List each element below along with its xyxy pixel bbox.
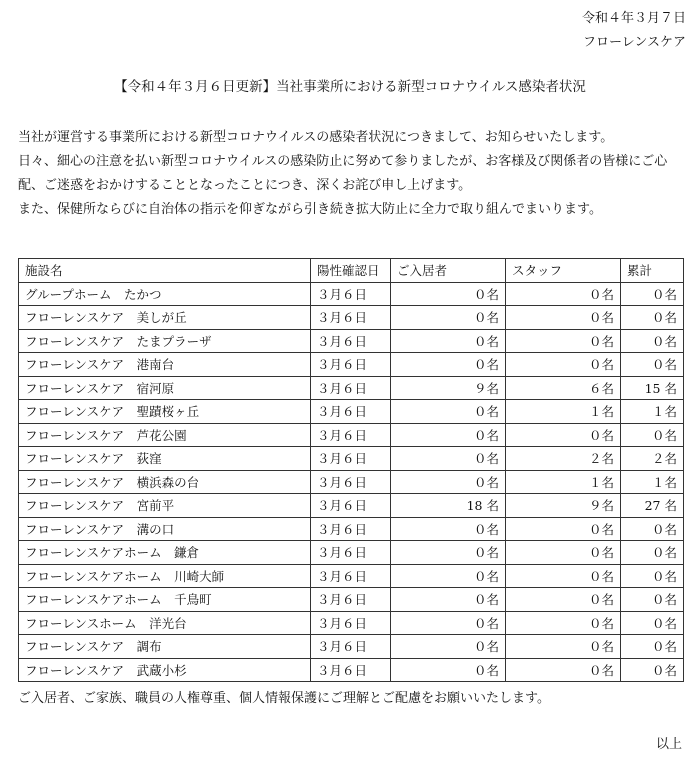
closing-mark: 以上: [655, 737, 682, 752]
residents-count-cell: ０名: [391, 517, 506, 541]
facility-name-cell: フローレンスケア 宮前平: [19, 494, 311, 518]
total-count-cell: ０名: [621, 517, 684, 541]
table-row: [19, 353, 684, 377]
header-staff: スタッフ: [506, 259, 621, 283]
facility-name-cell: フローレンスケア たまプラーザ: [19, 329, 311, 353]
positive-date-cell: ３月６日: [311, 470, 391, 494]
table-row: [19, 517, 684, 541]
staff-count-cell: １名: [506, 400, 621, 424]
intro-line: また、保健所ならびに自治体の指示を仰ぎながら引き続き拡大防止に全力で取り組んでまいります。: [18, 202, 602, 217]
residents-count-cell: ０名: [391, 306, 506, 330]
staff-count-cell: ０名: [506, 423, 621, 447]
table-row: [19, 282, 684, 306]
facility-name-cell: フローレンスケア 芦花公園: [19, 423, 311, 447]
header-residents: ご入居者: [391, 259, 506, 283]
facility-name-cell: フローレンスケア 港南台: [19, 353, 311, 377]
total-count-cell: ０名: [621, 564, 684, 588]
intro-line: 配、ご迷惑をおかけすることとなったことにつき、深くお詫び申し上げます。: [18, 178, 472, 193]
staff-count-cell: ６名: [506, 376, 621, 400]
table-row: [19, 306, 684, 330]
staff-count-cell: ０名: [506, 353, 621, 377]
positive-date-cell: ３月６日: [311, 494, 391, 518]
table-row: [19, 494, 684, 518]
facility-name-cell: フローレンスケア 横浜森の台: [19, 470, 311, 494]
positive-date-cell: ３月６日: [311, 400, 391, 424]
table-row: [19, 470, 684, 494]
table-row: [19, 658, 684, 682]
facility-name-cell: フローレンスケア 武蔵小杉: [19, 658, 311, 682]
total-count-cell: ０名: [621, 588, 684, 612]
company-name: フローレンスケア: [582, 35, 686, 50]
facility-name-cell: フローレンスケア 溝の口: [19, 517, 311, 541]
facility-name-cell: フローレンスケアホーム 鎌倉: [19, 541, 311, 565]
total-count-cell: ０名: [621, 282, 684, 306]
table-row: [19, 564, 684, 588]
facility-name-cell: フローレンスケアホーム 川崎大師: [19, 564, 311, 588]
total-count-cell: ０名: [621, 635, 684, 659]
residents-count-cell: ９名: [391, 376, 506, 400]
positive-date-cell: ３月６日: [311, 658, 391, 682]
positive-date-cell: ３月６日: [311, 282, 391, 306]
residents-count-cell: 18 名: [391, 494, 506, 518]
intro-line: 日々、細心の注意を払い新型コロナウイルスの感染防止に努めて参りましたが、お客様及び関係者の皆様にご心: [18, 154, 668, 169]
staff-count-cell: ０名: [506, 611, 621, 635]
total-count-cell: ２名: [621, 447, 684, 471]
table-row: [19, 447, 684, 471]
positive-date-cell: ３月６日: [311, 541, 391, 565]
positive-date-cell: ３月６日: [311, 588, 391, 612]
table-row: [19, 400, 684, 424]
header-facility: 施設名: [19, 259, 311, 283]
table-row: [19, 376, 684, 400]
document-title: 【令和４年３月６日更新】当社事業所における新型コロナウイルス感染者状況: [114, 79, 586, 95]
facility-name-cell: フローレンスケア 美しが丘: [19, 306, 311, 330]
positive-date-cell: ３月６日: [311, 306, 391, 330]
facility-name-cell: フローレンスケア 宿河原: [19, 376, 311, 400]
residents-count-cell: ０名: [391, 658, 506, 682]
positive-date-cell: ３月６日: [311, 423, 391, 447]
total-count-cell: １名: [621, 470, 684, 494]
residents-count-cell: ０名: [391, 564, 506, 588]
residents-count-cell: ０名: [391, 282, 506, 306]
residents-count-cell: ０名: [391, 329, 506, 353]
total-count-cell: 27 名: [621, 494, 684, 518]
table-header-row: [19, 259, 684, 283]
header-total: 累計: [621, 259, 684, 283]
positive-date-cell: ３月６日: [311, 517, 391, 541]
residents-count-cell: ０名: [391, 447, 506, 471]
facility-name-cell: フローレンスホーム 洋光台: [19, 611, 311, 635]
total-count-cell: ０名: [621, 353, 684, 377]
table-row: [19, 329, 684, 353]
intro-line: 当社が運営する事業所における新型コロナウイルスの感染者状況につきまして、お知らせいたします。: [18, 130, 614, 145]
intro-text: [18, 126, 694, 222]
positive-date-cell: ３月６日: [311, 329, 391, 353]
total-count-cell: ０名: [621, 541, 684, 565]
document-date: 令和４年３月７日: [581, 11, 686, 26]
facility-name-cell: フローレンスケアホーム 千鳥町: [19, 588, 311, 612]
residents-count-cell: ０名: [391, 400, 506, 424]
header-positive-date: 陽性確認日: [311, 259, 391, 283]
facility-name-cell: フローレンスケア 調布: [19, 635, 311, 659]
residents-count-cell: ０名: [391, 588, 506, 612]
total-count-cell: ０名: [621, 611, 684, 635]
residents-count-cell: ０名: [391, 635, 506, 659]
facility-name-cell: フローレンスケア 聖蹟桜ヶ丘: [19, 400, 311, 424]
residents-count-cell: ０名: [391, 353, 506, 377]
staff-count-cell: ０名: [506, 541, 621, 565]
residents-count-cell: ０名: [391, 541, 506, 565]
staff-count-cell: ９名: [506, 494, 621, 518]
staff-count-cell: ０名: [506, 564, 621, 588]
positive-date-cell: ３月６日: [311, 635, 391, 659]
staff-count-cell: ０名: [506, 517, 621, 541]
staff-count-cell: ０名: [506, 306, 621, 330]
infection-status-table: [18, 258, 684, 682]
positive-date-cell: ３月６日: [311, 353, 391, 377]
table-row: [19, 541, 684, 565]
facility-name-cell: フローレンスケア 荻窪: [19, 447, 311, 471]
facility-name-cell: グループホーム たかつ: [19, 282, 311, 306]
staff-count-cell: ２名: [506, 447, 621, 471]
staff-count-cell: １名: [506, 470, 621, 494]
staff-count-cell: ０名: [506, 588, 621, 612]
residents-count-cell: ０名: [391, 611, 506, 635]
table-row: [19, 423, 684, 447]
staff-count-cell: ０名: [506, 635, 621, 659]
total-count-cell: ０名: [621, 658, 684, 682]
total-count-cell: ０名: [621, 423, 684, 447]
positive-date-cell: ３月６日: [311, 611, 391, 635]
staff-count-cell: ０名: [506, 282, 621, 306]
total-count-cell: ０名: [621, 329, 684, 353]
table-row: [19, 588, 684, 612]
privacy-note: ご入居者、ご家族、職員の人権尊重、個人情報保護にご理解とご配慮をお願いいたします。: [18, 691, 550, 706]
total-count-cell: 15 名: [621, 376, 684, 400]
residents-count-cell: ０名: [391, 423, 506, 447]
positive-date-cell: ３月６日: [311, 564, 391, 588]
table-row: [19, 635, 684, 659]
staff-count-cell: ０名: [506, 658, 621, 682]
residents-count-cell: ０名: [391, 470, 506, 494]
positive-date-cell: ３月６日: [311, 376, 391, 400]
total-count-cell: ０名: [621, 306, 684, 330]
positive-date-cell: ３月６日: [311, 447, 391, 471]
table-row: [19, 611, 684, 635]
staff-count-cell: ０名: [506, 329, 621, 353]
total-count-cell: １名: [621, 400, 684, 424]
